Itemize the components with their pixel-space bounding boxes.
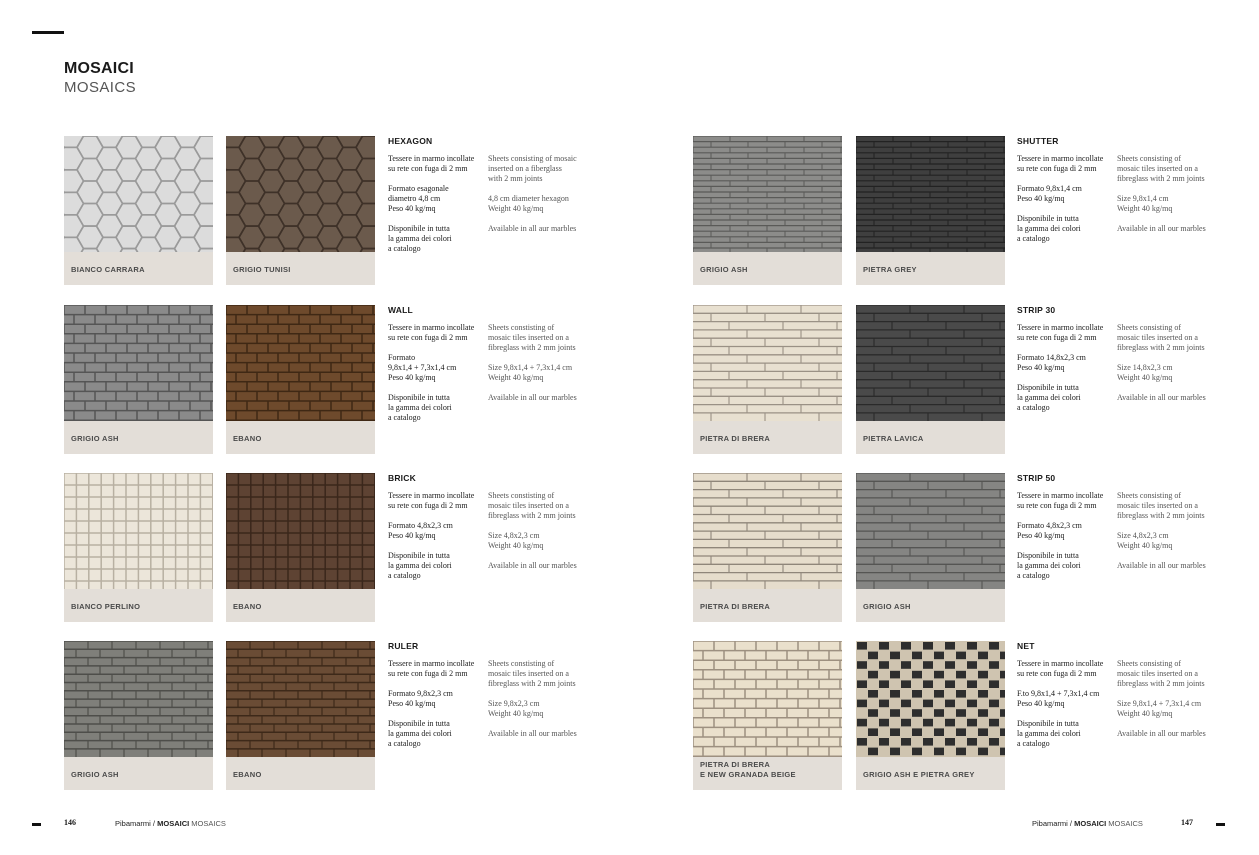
tile-swatch xyxy=(856,305,1005,454)
description-paragraph: Available in all our marbles xyxy=(1117,393,1206,402)
description-paragraph: Tessere in marmo incollate su rete con fuga di 2 mm xyxy=(388,323,475,342)
english-description xyxy=(488,154,592,244)
italian-description xyxy=(388,491,484,591)
description-paragraph: Sheets consisting of mosaic tiles inserted on a fibreglass with 2 mm joints xyxy=(1117,323,1205,352)
swatch-color-label: BIANCO PERLINO xyxy=(71,602,141,611)
mosaic-pattern-image xyxy=(693,473,842,589)
description-paragraph: Tessere in marmo incollate su rete con fuga di 2 mm xyxy=(388,491,475,510)
mosaic-pattern-image xyxy=(226,473,375,589)
description-paragraph: Available in all our marbles xyxy=(488,561,577,570)
tile-swatch xyxy=(693,136,842,285)
swatch-color-label: EBANO xyxy=(233,434,262,443)
product-name: STRIP 50 xyxy=(1017,473,1056,483)
description-paragraph: Size 9,8x1,4 + 7,3x1,4 cm Weight 40 kg/mq xyxy=(1117,699,1202,718)
description-paragraph: Size 9,8x2,3 cm Weight 40 kg/mq xyxy=(488,699,544,718)
english-description xyxy=(1117,659,1221,749)
description-paragraph: Tessere in marmo incollate su rete con fuga di 2 mm xyxy=(1017,323,1104,342)
tile-swatch xyxy=(856,473,1005,622)
italian-description xyxy=(1017,659,1113,759)
description-paragraph: Formato 9,8x2,3 cm Peso 40 kg/mq xyxy=(388,689,453,708)
swatch-color-label: PIETRA DI BRERA xyxy=(700,434,771,443)
swatch-color-label: GRIGIO ASH xyxy=(71,434,119,443)
description-paragraph: Size 4,8x2,3 cm Weight 40 kg/mq xyxy=(488,531,544,550)
description-paragraph: Size 14,8x2,3 cm Weight 40 kg/mq xyxy=(1117,363,1173,382)
swatch-color-label: GRIGIO ASH E PIETRA GREY xyxy=(863,770,975,779)
swatch-color-label: EBANO xyxy=(233,602,262,611)
swatch-color-label: PIETRA GREY xyxy=(863,265,917,274)
description-paragraph: F.to 9,8x1,4 + 7,3x1,4 cm Peso 40 kg/mq xyxy=(1017,689,1100,708)
product-name: BRICK xyxy=(388,473,416,483)
description-paragraph: Formato 9,8x1,4 cm Peso 40 kg/mq xyxy=(1017,184,1082,203)
footer-right-running-head xyxy=(1032,819,1143,828)
description-paragraph: Tessere in marmo incollate su rete con fuga di 2 mm xyxy=(388,154,475,173)
italian-description xyxy=(1017,154,1113,254)
mosaic-pattern-image xyxy=(226,136,375,252)
description-paragraph: Disponibile in tutta la gamma dei colori a catalogo xyxy=(388,719,452,748)
description-paragraph: Available in all our marbles xyxy=(1117,561,1206,570)
mosaic-pattern-image xyxy=(856,473,1005,589)
description-paragraph: Sheets consisting of mosaic inserted on a fiberglass with 2 mm joints xyxy=(488,154,577,183)
italian-description xyxy=(388,659,484,759)
tile-swatch xyxy=(693,641,842,790)
tile-swatch xyxy=(226,136,375,285)
description-paragraph: Sheets constisting of mosaic tiles inserted on a fibreglass with 2 mm joints xyxy=(488,491,576,520)
page-title: MOSAICI xyxy=(64,60,134,77)
english-description xyxy=(488,659,592,749)
footer-left-dash xyxy=(32,823,41,826)
description-paragraph: Disponibile in tutta la gamma dei colori a catalogo xyxy=(1017,551,1081,580)
mosaic-pattern-image xyxy=(64,473,213,589)
swatch-color-label: EBANO xyxy=(233,770,262,779)
description-paragraph: Available in all our marbles xyxy=(1117,224,1206,233)
tile-swatch xyxy=(856,136,1005,285)
description-paragraph: Disponibile in tutta la gamma dei colori a catalogo xyxy=(1017,383,1081,412)
description-paragraph: Formato 4,8x2,3 cm Peso 40 kg/mq xyxy=(1017,521,1082,540)
description-paragraph: 4,8 cm diameter hexagon Weight 40 kg/mq xyxy=(488,194,569,213)
swatch-color-label: BIANCO CARRARA xyxy=(71,265,145,274)
description-paragraph: Available in all our marbles xyxy=(488,729,577,738)
description-paragraph: Size 4,8x2,3 cm Weight 40 kg/mq xyxy=(1117,531,1173,550)
product-name: HEXAGON xyxy=(388,136,433,146)
footer-section-bold: MOSAICI xyxy=(157,819,190,828)
tile-swatch xyxy=(64,641,213,790)
product-name: SHUTTER xyxy=(1017,136,1059,146)
description-paragraph: Tessere in marmo incollate su rete con fuga di 2 mm xyxy=(1017,659,1104,678)
description-paragraph: Tessere in marmo incollate su rete con fuga di 2 mm xyxy=(1017,154,1104,173)
english-description xyxy=(488,323,592,413)
description-paragraph: Sheets constisting of mosaic tiles inserted on a fibreglass with 2 mm joints xyxy=(488,659,576,688)
mosaic-pattern-image xyxy=(693,136,842,252)
description-paragraph: Sheets constisting of mosaic tiles inserted on a fibreglass with 2 mm joints xyxy=(488,323,576,352)
italian-description xyxy=(388,323,484,433)
page-subtitle: MOSAICS xyxy=(64,79,136,96)
description-paragraph: Sheets consisting of mosaic tiles inserted on a fibreglass with 2 mm joints xyxy=(1117,154,1205,183)
tile-swatch xyxy=(64,473,213,622)
description-paragraph: Formato 14,8x2,3 cm Peso 40 kg/mq xyxy=(1017,353,1086,372)
tile-swatch xyxy=(64,305,213,454)
description-paragraph: Available in all our marbles xyxy=(1117,729,1206,738)
mosaic-pattern-image xyxy=(856,136,1005,252)
product-name: NET xyxy=(1017,641,1035,651)
tile-swatch xyxy=(64,136,213,285)
description-paragraph: Disponibile in tutta la gamma dei colori a catalogo xyxy=(1017,719,1081,748)
description-paragraph: Formato 9,8x1,4 + 7,3x1,4 cm Peso 40 kg/mq xyxy=(388,353,457,382)
swatch-color-label: GRIGIO ASH xyxy=(700,265,748,274)
mosaic-pattern-image xyxy=(226,641,375,757)
italian-description xyxy=(388,154,484,264)
english-description xyxy=(1117,154,1221,244)
tile-swatch xyxy=(226,305,375,454)
description-paragraph: Disponibile in tutta la gamma dei colori a catalogo xyxy=(1017,214,1081,243)
swatch-color-label: GRIGIO ASH xyxy=(863,602,911,611)
tile-swatch xyxy=(226,641,375,790)
description-paragraph: Size 9,8x1,4 + 7,3x1,4 cm Weight 40 kg/mq xyxy=(488,363,573,382)
description-paragraph: Size 9,8x1,4 cm Weight 40 kg/mq xyxy=(1117,194,1173,213)
description-paragraph: Formato 4,8x2,3 cm Peso 40 kg/mq xyxy=(388,521,453,540)
description-paragraph: Tessere in marmo incollate su rete con fuga di 2 mm xyxy=(388,659,475,678)
swatch-color-label: PIETRA DI BRERA E NEW GRANADA BEIGE xyxy=(700,760,796,779)
product-name: RULER xyxy=(388,641,419,651)
footer-separator: / xyxy=(1067,819,1075,828)
top-rule xyxy=(32,31,64,34)
description-paragraph: Tessere in marmo incollate su rete con fuga di 2 mm xyxy=(1017,491,1104,510)
tile-swatch xyxy=(226,473,375,622)
footer-brand: Pibamarmi xyxy=(1032,819,1068,828)
footer-section-light: MOSAICS xyxy=(1108,819,1143,828)
mosaic-pattern-image xyxy=(64,136,213,252)
english-description xyxy=(1117,491,1221,581)
description-paragraph: Available in all our marbles xyxy=(488,393,577,402)
product-name: WALL xyxy=(388,305,413,315)
tile-swatch xyxy=(693,473,842,622)
footer-separator: / xyxy=(150,819,158,828)
italian-description xyxy=(1017,491,1113,591)
footer-right-dash xyxy=(1216,823,1225,826)
product-name: STRIP 30 xyxy=(1017,305,1056,315)
description-paragraph: Sheets consisting of mosaic tiles inserted on a fibreglass with 2 mm joints xyxy=(1117,491,1205,520)
mosaic-pattern-image xyxy=(856,641,1005,757)
footer-left-page-number: 146 xyxy=(64,818,76,827)
footer-right-page-number: 147 xyxy=(1181,818,1193,827)
swatch-color-label: PIETRA DI BRERA xyxy=(700,602,771,611)
mosaic-pattern-image xyxy=(64,305,213,421)
tile-swatch xyxy=(856,641,1005,790)
footer-left-running-head xyxy=(115,819,226,828)
footer-section-light: MOSAICS xyxy=(191,819,226,828)
english-description xyxy=(1117,323,1221,413)
mosaic-pattern-image xyxy=(693,641,842,757)
mosaic-pattern-image xyxy=(693,305,842,421)
english-description xyxy=(488,491,592,581)
footer-brand: Pibamarmi xyxy=(115,819,151,828)
description-paragraph: Disponibile in tutta la gamma dei colori a catalogo xyxy=(388,551,452,580)
mosaic-pattern-image xyxy=(64,641,213,757)
mosaic-pattern-image xyxy=(226,305,375,421)
description-paragraph: Sheets consisting of mosaic tiles inserted on a fibreglass with 2 mm joints xyxy=(1117,659,1205,688)
description-paragraph: Available in all aur marbles xyxy=(488,224,577,233)
mosaic-pattern-image xyxy=(856,305,1005,421)
italian-description xyxy=(1017,323,1113,423)
tile-swatch xyxy=(693,305,842,454)
description-paragraph: Formato esagonale diametro 4,8 cm Peso 40 kg/mq xyxy=(388,184,449,213)
description-paragraph: Disponibile in tutta la gamma dei colori a catalogo xyxy=(388,224,452,253)
description-paragraph: Disponibile in tutta la gamma dei colori a catalogo xyxy=(388,393,452,422)
footer-section-bold: MOSAICI xyxy=(1074,819,1107,828)
swatch-color-label: GRIGIO TUNISI xyxy=(233,265,291,274)
swatch-color-label: PIETRA LAVICA xyxy=(863,434,924,443)
swatch-color-label: GRIGIO ASH xyxy=(71,770,119,779)
